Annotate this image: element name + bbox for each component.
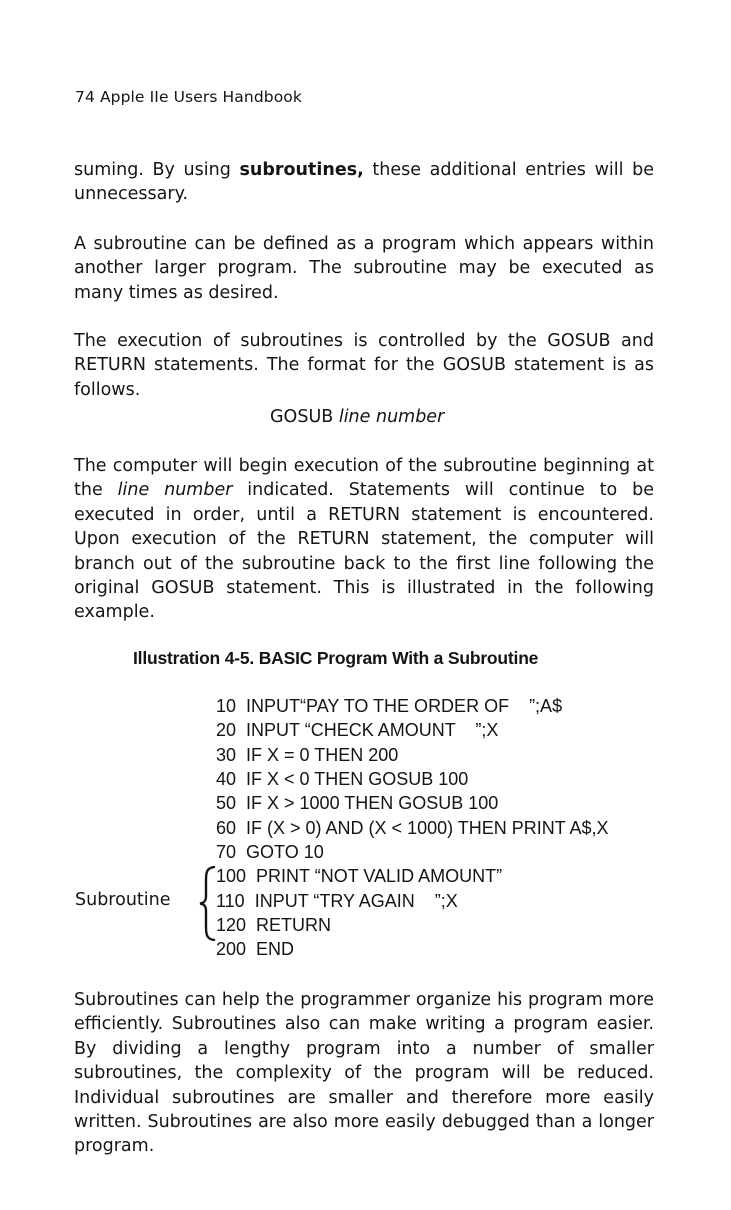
paragraph-4-text-a: The computer will begin execution of the subroutine beginning at the — [74, 456, 654, 501]
code-line: 20 INPUT “CHECK AMOUNT ”;X — [216, 720, 499, 741]
paragraph-1 — [74, 158, 654, 207]
paragraph-3: The execution of subroutines is controlled by the GOSUB and RETURN statements. The format for the GOSUB statement is as follows. — [74, 331, 654, 400]
paragraph-2: A subroutine can be defined as a program which appears within another larger program. The subroutine may be executed as many times as desired. — [74, 234, 654, 303]
code-line: 10 INPUT“PAY TO THE ORDER OF ”;A$ — [216, 696, 563, 716]
paragraph-4-text-c: indicated. Statements will continue to be executed in order, until a RETURN statement is encountered. Upon execution of the RETURN statement, the computer will branch out of the subroutine back to the first line following the original GOSUB statement. This is illustrated in the following example. — [74, 480, 654, 623]
code-line: 110 INPUT “TRY AGAIN ”;X — [216, 890, 458, 911]
subroutine-brace — [198, 866, 218, 941]
subroutines-bold-term: subroutines, — [239, 160, 364, 180]
code-line: 70 GOTO 10 — [216, 842, 324, 863]
code-line: 60 IF (X > 0) AND (X < 1000) THEN PRINT A$,X — [216, 817, 609, 838]
basic-program-listing — [216, 694, 608, 962]
code-line: 120 RETURN — [216, 915, 332, 936]
subroutine-label: Subroutine — [75, 890, 171, 910]
illustration-caption: Illustration 4-5. BASIC Program With a Subroutine — [133, 648, 539, 668]
code-line: 50 IF X > 1000 THEN GOSUB 100 — [216, 793, 499, 814]
line-number-italic: line number — [117, 480, 233, 501]
code-line: 100 PRINT “NOT VALID AMOUNT” — [216, 866, 503, 887]
paragraph-4 — [74, 454, 654, 625]
code-line: 30 IF X = 0 THEN 200 — [216, 744, 399, 765]
code-line: 40 IF X < 0 THEN GOSUB 100 — [216, 769, 469, 790]
paragraph-5: Subroutines can help the programmer organize his program more efficiently. Subroutines also can make writing a program easier. By dividing a lengthy program into a number of smaller subroutines, the complexity of the program will be reduced. Individual subroutines are smaller and therefore more easily written. Subroutines are also more easily debugged than a longer program. — [74, 990, 654, 1157]
paragraph-1-text-a: suming. By using — [74, 160, 240, 180]
code-line: 200 END — [216, 939, 295, 960]
gosub-argument: line number — [338, 407, 445, 427]
gosub-keyword: GOSUB — [270, 407, 339, 427]
paragraph-1-text-c: these additional entries will be unnecessary. — [74, 160, 654, 205]
page-header: 74 Apple IIe Users Handbook — [75, 88, 302, 106]
gosub-format — [270, 405, 444, 429]
